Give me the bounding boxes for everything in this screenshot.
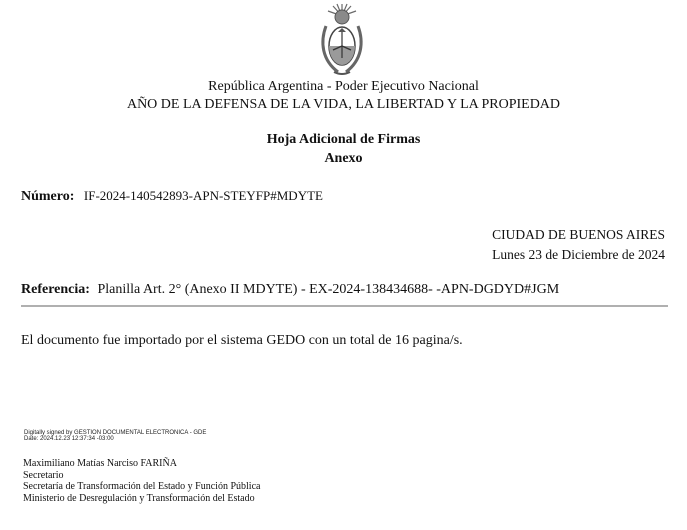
digital-signature-line: Digitally signed by GESTION DOCUMENTAL ELECTRONICA - GDE bbox=[24, 430, 207, 436]
date: Lunes 23 de Diciembre de 2024 bbox=[492, 247, 665, 262]
document-subtitle: Anexo bbox=[324, 151, 363, 166]
document-title: Hoja Adicional de Firmas bbox=[266, 132, 421, 147]
referencia-label: Referencia: bbox=[21, 282, 90, 297]
header-line-2: AÑO DE LA DEFENSA DE LA VIDA, LA LIBERTAD Y LA PROPIEDAD bbox=[126, 97, 561, 112]
signer-role: Secretario bbox=[23, 469, 64, 481]
signer-ministry: Ministerio de Desregulación y Transformación del Estado bbox=[23, 492, 255, 504]
referencia-value: Planilla Art. 2° (Anexo II MDYTE) - EX-2024-138434688- -APN-DGDYD#JGM bbox=[97, 282, 560, 297]
numero-value: IF-2024-140542893-APN-STEYFP#MDYTE bbox=[83, 188, 323, 203]
numero-label: Número: bbox=[21, 189, 75, 204]
body-text: El documento fue importado por el sistema GEDO con un total de 16 pagina/s. bbox=[21, 333, 463, 348]
signer-office: Secretaría de Transformación del Estado y Función Pública bbox=[23, 481, 261, 492]
city: CIUDAD DE BUENOS AIRES bbox=[492, 227, 665, 242]
digital-signature-stamp bbox=[24, 430, 206, 442]
digital-signature-date: Date: 2024.12.23 12:37:34 -03:00 bbox=[24, 436, 114, 442]
numero-row bbox=[21, 188, 323, 205]
signer-name: Maximiliano Matías Narciso FARIÑA bbox=[23, 458, 177, 469]
coat-of-arms-icon bbox=[318, 2, 366, 78]
referencia-row bbox=[21, 282, 559, 298]
header-line-1: República Argentina - Poder Ejecutivo Nacional bbox=[208, 79, 479, 94]
signer-block bbox=[23, 458, 260, 504]
divider bbox=[21, 305, 668, 307]
